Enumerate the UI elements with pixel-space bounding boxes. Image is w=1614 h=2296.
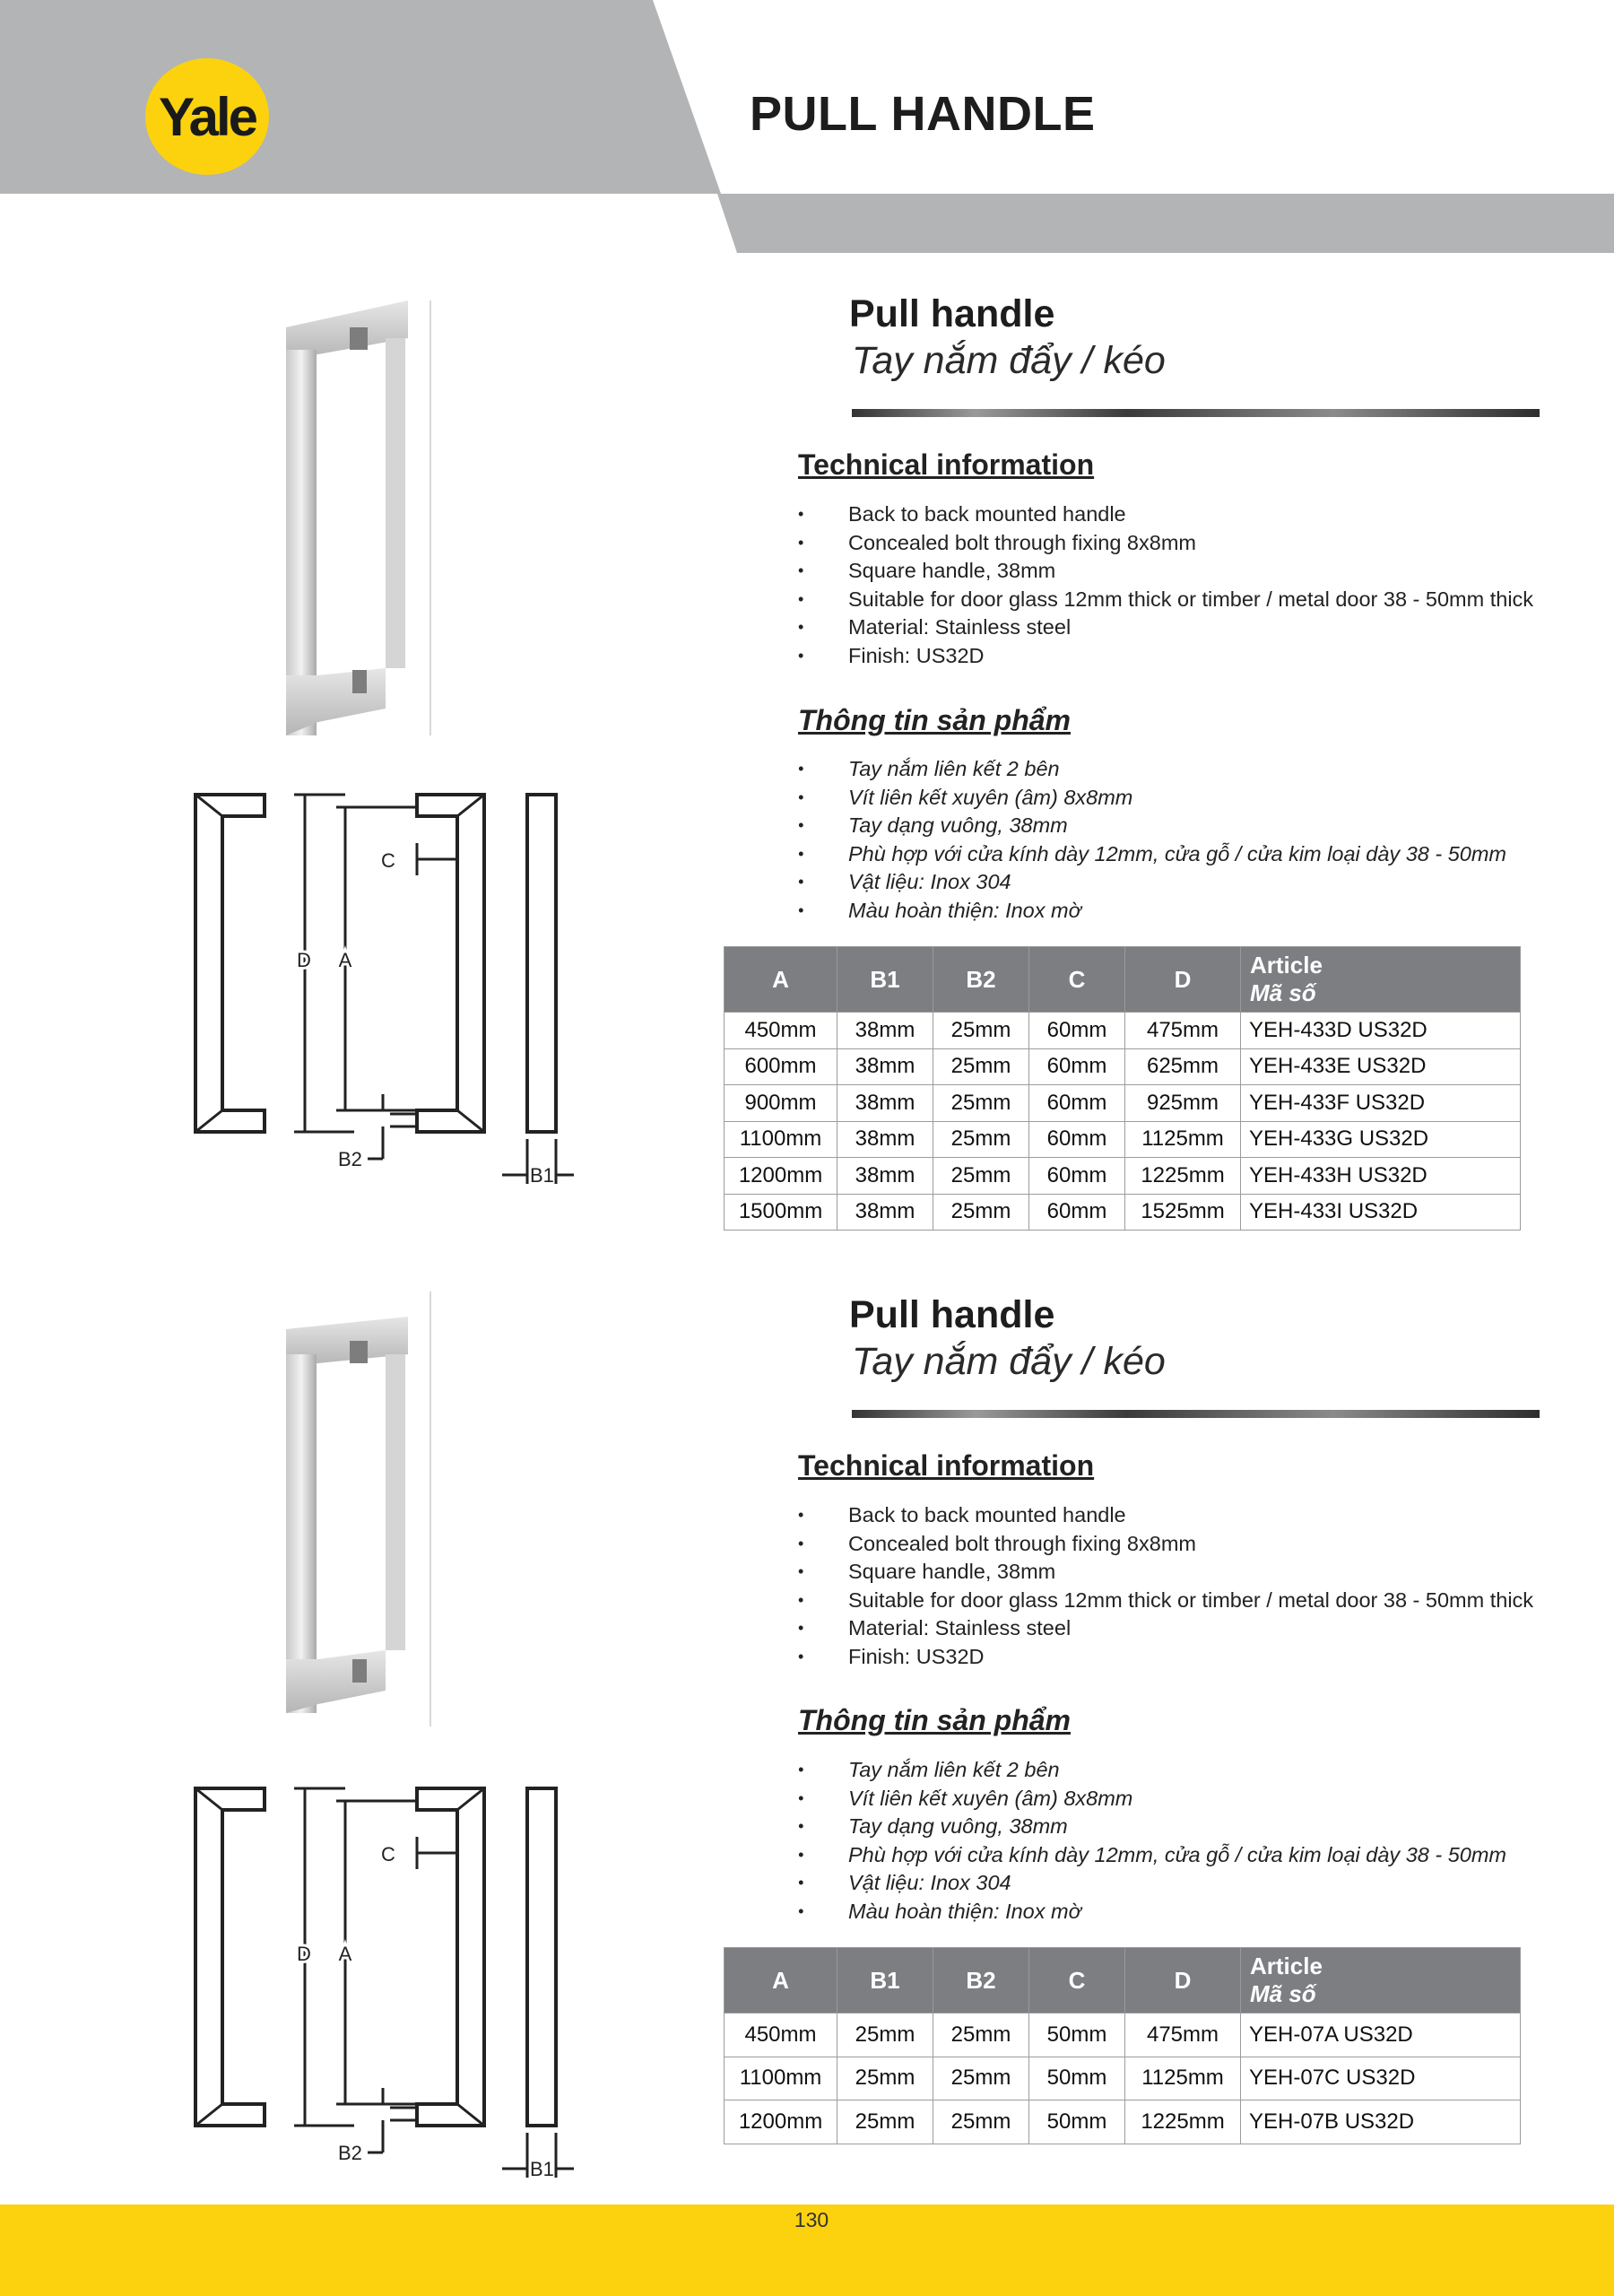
dim-label-a: A bbox=[338, 949, 352, 971]
article-label: Article bbox=[1250, 952, 1323, 978]
product-info-vn-list bbox=[798, 755, 1506, 925]
page-title: PULL HANDLE bbox=[750, 87, 1096, 141]
cell-c: 60mm bbox=[1029, 1158, 1125, 1195]
list-item: • Phù hợp với cửa kính dày 12mm, cửa gỗ / cửa kim loại dày 38 - 50mm bbox=[798, 840, 1506, 869]
col-header-c: C bbox=[1029, 1948, 1125, 2013]
cell-article: YEH-07C US32D bbox=[1241, 2057, 1521, 2100]
cell-d: 475mm bbox=[1125, 2013, 1241, 2057]
handle-dimension-drawing bbox=[188, 789, 574, 1193]
list-item: • Back to back mounted handle bbox=[798, 500, 1533, 529]
cell-b1: 38mm bbox=[837, 1085, 933, 1122]
table-row bbox=[725, 1121, 1521, 1158]
col-header-c: C bbox=[1029, 947, 1125, 1013]
col-header-b2: B2 bbox=[933, 1948, 1029, 2013]
list-item: • Finish: US32D bbox=[798, 1643, 1533, 1672]
cell-c: 60mm bbox=[1029, 1121, 1125, 1158]
list-item: • Tay nắm liên kết 2 bên bbox=[798, 1756, 1506, 1785]
table-row bbox=[725, 1013, 1521, 1049]
article-sublabel: Mã số bbox=[1250, 1980, 1316, 2007]
cell-article: YEH-433I US32D bbox=[1241, 1194, 1521, 1231]
cell-d: 1125mm bbox=[1125, 2057, 1241, 2100]
col-header-article bbox=[1241, 947, 1521, 1013]
list-item: • Suitable for door glass 12mm thick or timber / metal door 38 - 50mm thick bbox=[798, 1587, 1533, 1615]
cell-b2: 25mm bbox=[933, 2100, 1029, 2144]
cell-b2: 25mm bbox=[933, 1158, 1029, 1195]
product-subtitle: Tay nắm đẩy / kéo bbox=[852, 1340, 1166, 1383]
col-header-d: D bbox=[1125, 1948, 1241, 2013]
list-item: • Square handle, 38mm bbox=[798, 557, 1533, 586]
cell-d: 1125mm bbox=[1125, 1121, 1241, 1158]
list-item: • Material: Stainless steel bbox=[798, 1614, 1533, 1643]
cell-b2: 25mm bbox=[933, 2013, 1029, 2057]
table-row bbox=[725, 2013, 1521, 2057]
technical-info-heading: Technical information bbox=[798, 448, 1095, 481]
cell-a: 1200mm bbox=[725, 2100, 837, 2144]
article-sublabel: Mã số bbox=[1250, 979, 1316, 1006]
dim-label-b2: B2 bbox=[338, 1148, 362, 1170]
product-info-vn-heading: Thông tin sản phẩm bbox=[798, 704, 1071, 736]
cell-d: 1525mm bbox=[1125, 1194, 1241, 1231]
list-item: • Vít liên kết xuyên (âm) 8x8mm bbox=[798, 1785, 1506, 1813]
cell-article: YEH-07A US32D bbox=[1241, 2013, 1521, 2057]
cell-c: 50mm bbox=[1029, 2100, 1125, 2144]
cell-b1: 25mm bbox=[837, 2013, 933, 2057]
col-header-d: D bbox=[1125, 947, 1241, 1013]
cell-a: 900mm bbox=[725, 1085, 837, 1122]
cell-c: 60mm bbox=[1029, 1013, 1125, 1049]
cell-c: 60mm bbox=[1029, 1048, 1125, 1085]
cell-a: 1100mm bbox=[725, 2057, 837, 2100]
cell-a: 450mm bbox=[725, 1013, 837, 1049]
list-item: • Back to back mounted handle bbox=[798, 1501, 1533, 1530]
cell-article: YEH-433G US32D bbox=[1241, 1121, 1521, 1158]
pull-handle-photo bbox=[273, 300, 435, 740]
cell-article: YEH-433D US32D bbox=[1241, 1013, 1521, 1049]
title-divider bbox=[852, 409, 1540, 417]
page-number: 130 bbox=[794, 2208, 829, 2231]
dim-label-a: A bbox=[338, 1943, 352, 1965]
cell-d: 925mm bbox=[1125, 1085, 1241, 1122]
table-header-row bbox=[725, 1948, 1521, 2013]
list-item: • Concealed bolt through fixing 8x8mm bbox=[798, 529, 1533, 558]
cell-b1: 38mm bbox=[837, 1121, 933, 1158]
cell-d: 625mm bbox=[1125, 1048, 1241, 1085]
cell-b1: 38mm bbox=[837, 1048, 933, 1085]
cell-c: 50mm bbox=[1029, 2057, 1125, 2100]
cell-d: 475mm bbox=[1125, 1013, 1241, 1049]
product-title: Pull handle bbox=[849, 1293, 1055, 1336]
cell-b1: 38mm bbox=[837, 1194, 933, 1231]
list-item: • Concealed bolt through fixing 8x8mm bbox=[798, 1530, 1533, 1559]
list-item: • Vít liên kết xuyên (âm) 8x8mm bbox=[798, 784, 1506, 813]
table-row bbox=[725, 2057, 1521, 2100]
cell-b2: 25mm bbox=[933, 2057, 1029, 2100]
dim-label-b2: B2 bbox=[338, 2142, 362, 2164]
list-item: • Finish: US32D bbox=[798, 642, 1533, 671]
article-label: Article bbox=[1250, 1952, 1323, 1979]
cell-article: YEH-433H US32D bbox=[1241, 1158, 1521, 1195]
table-row bbox=[725, 1194, 1521, 1231]
cell-b1: 25mm bbox=[837, 2057, 933, 2100]
spec-table bbox=[724, 946, 1521, 1231]
title-divider bbox=[852, 1410, 1540, 1418]
handle-dimension-drawing bbox=[188, 1783, 574, 2187]
product-title: Pull handle bbox=[849, 292, 1055, 335]
table-row bbox=[725, 1158, 1521, 1195]
col-header-a: A bbox=[725, 947, 837, 1013]
technical-info-list bbox=[798, 1501, 1533, 1671]
dim-label-c: C bbox=[381, 1843, 395, 1866]
spec-table bbox=[724, 1947, 1521, 2144]
cell-c: 50mm bbox=[1029, 2013, 1125, 2057]
list-item: • Tay dạng vuông, 38mm bbox=[798, 812, 1506, 840]
list-item: • Phù hợp với cửa kính dày 12mm, cửa gỗ / cửa kim loại dày 38 - 50mm bbox=[798, 1841, 1506, 1870]
product-subtitle: Tay nắm đẩy / kéo bbox=[852, 339, 1166, 382]
cell-b1: 38mm bbox=[837, 1158, 933, 1195]
list-item: • Tay dạng vuông, 38mm bbox=[798, 1813, 1506, 1841]
cell-b1: 25mm bbox=[837, 2100, 933, 2144]
dim-label-c: C bbox=[381, 849, 395, 872]
col-header-a: A bbox=[725, 1948, 837, 2013]
cell-article: YEH-433F US32D bbox=[1241, 1085, 1521, 1122]
list-item: • Vật liệu: Inox 304 bbox=[798, 868, 1506, 897]
dim-label-b1: B1 bbox=[530, 1164, 554, 1187]
col-header-b1: B1 bbox=[837, 947, 933, 1013]
list-item: • Màu hoàn thiện: Inox mờ bbox=[798, 1898, 1506, 1926]
table-row bbox=[725, 1085, 1521, 1122]
cell-b1: 38mm bbox=[837, 1013, 933, 1049]
cell-a: 450mm bbox=[725, 2013, 837, 2057]
cell-article: YEH-433E US32D bbox=[1241, 1048, 1521, 1085]
table-row bbox=[725, 2100, 1521, 2144]
technical-info-list bbox=[798, 500, 1533, 670]
cell-d: 1225mm bbox=[1125, 2100, 1241, 2144]
cell-c: 60mm bbox=[1029, 1085, 1125, 1122]
cell-b2: 25mm bbox=[933, 1048, 1029, 1085]
cell-a: 1500mm bbox=[725, 1194, 837, 1231]
dim-label-d: D bbox=[297, 949, 311, 971]
pull-handle-photo bbox=[273, 1292, 435, 1731]
cell-d: 1225mm bbox=[1125, 1158, 1241, 1195]
yale-logo: Yale bbox=[145, 58, 269, 175]
cell-b2: 25mm bbox=[933, 1121, 1029, 1158]
list-item: • Square handle, 38mm bbox=[798, 1558, 1533, 1587]
cell-a: 1200mm bbox=[725, 1158, 837, 1195]
cell-b2: 25mm bbox=[933, 1085, 1029, 1122]
list-item: • Material: Stainless steel bbox=[798, 613, 1533, 642]
technical-info-heading: Technical information bbox=[798, 1449, 1095, 1482]
table-row bbox=[725, 1048, 1521, 1085]
product-info-vn-heading: Thông tin sản phẩm bbox=[798, 1704, 1071, 1736]
col-header-b1: B1 bbox=[837, 1948, 933, 2013]
list-item: • Màu hoàn thiện: Inox mờ bbox=[798, 897, 1506, 926]
list-item: • Vật liệu: Inox 304 bbox=[798, 1869, 1506, 1898]
cell-article: YEH-07B US32D bbox=[1241, 2100, 1521, 2144]
product-info-vn-list bbox=[798, 1756, 1506, 1926]
cell-b2: 25mm bbox=[933, 1194, 1029, 1231]
list-item: • Suitable for door glass 12mm thick or timber / metal door 38 - 50mm thick bbox=[798, 586, 1533, 614]
col-header-article bbox=[1241, 1948, 1521, 2013]
table-header-row bbox=[725, 947, 1521, 1013]
cell-b2: 25mm bbox=[933, 1013, 1029, 1049]
dim-label-b1: B1 bbox=[530, 2158, 554, 2180]
cell-a: 1100mm bbox=[725, 1121, 837, 1158]
dim-label-d: D bbox=[297, 1943, 311, 1965]
col-header-b2: B2 bbox=[933, 947, 1029, 1013]
list-item: • Tay nắm liên kết 2 bên bbox=[798, 755, 1506, 784]
cell-a: 600mm bbox=[725, 1048, 837, 1085]
cell-c: 60mm bbox=[1029, 1194, 1125, 1231]
